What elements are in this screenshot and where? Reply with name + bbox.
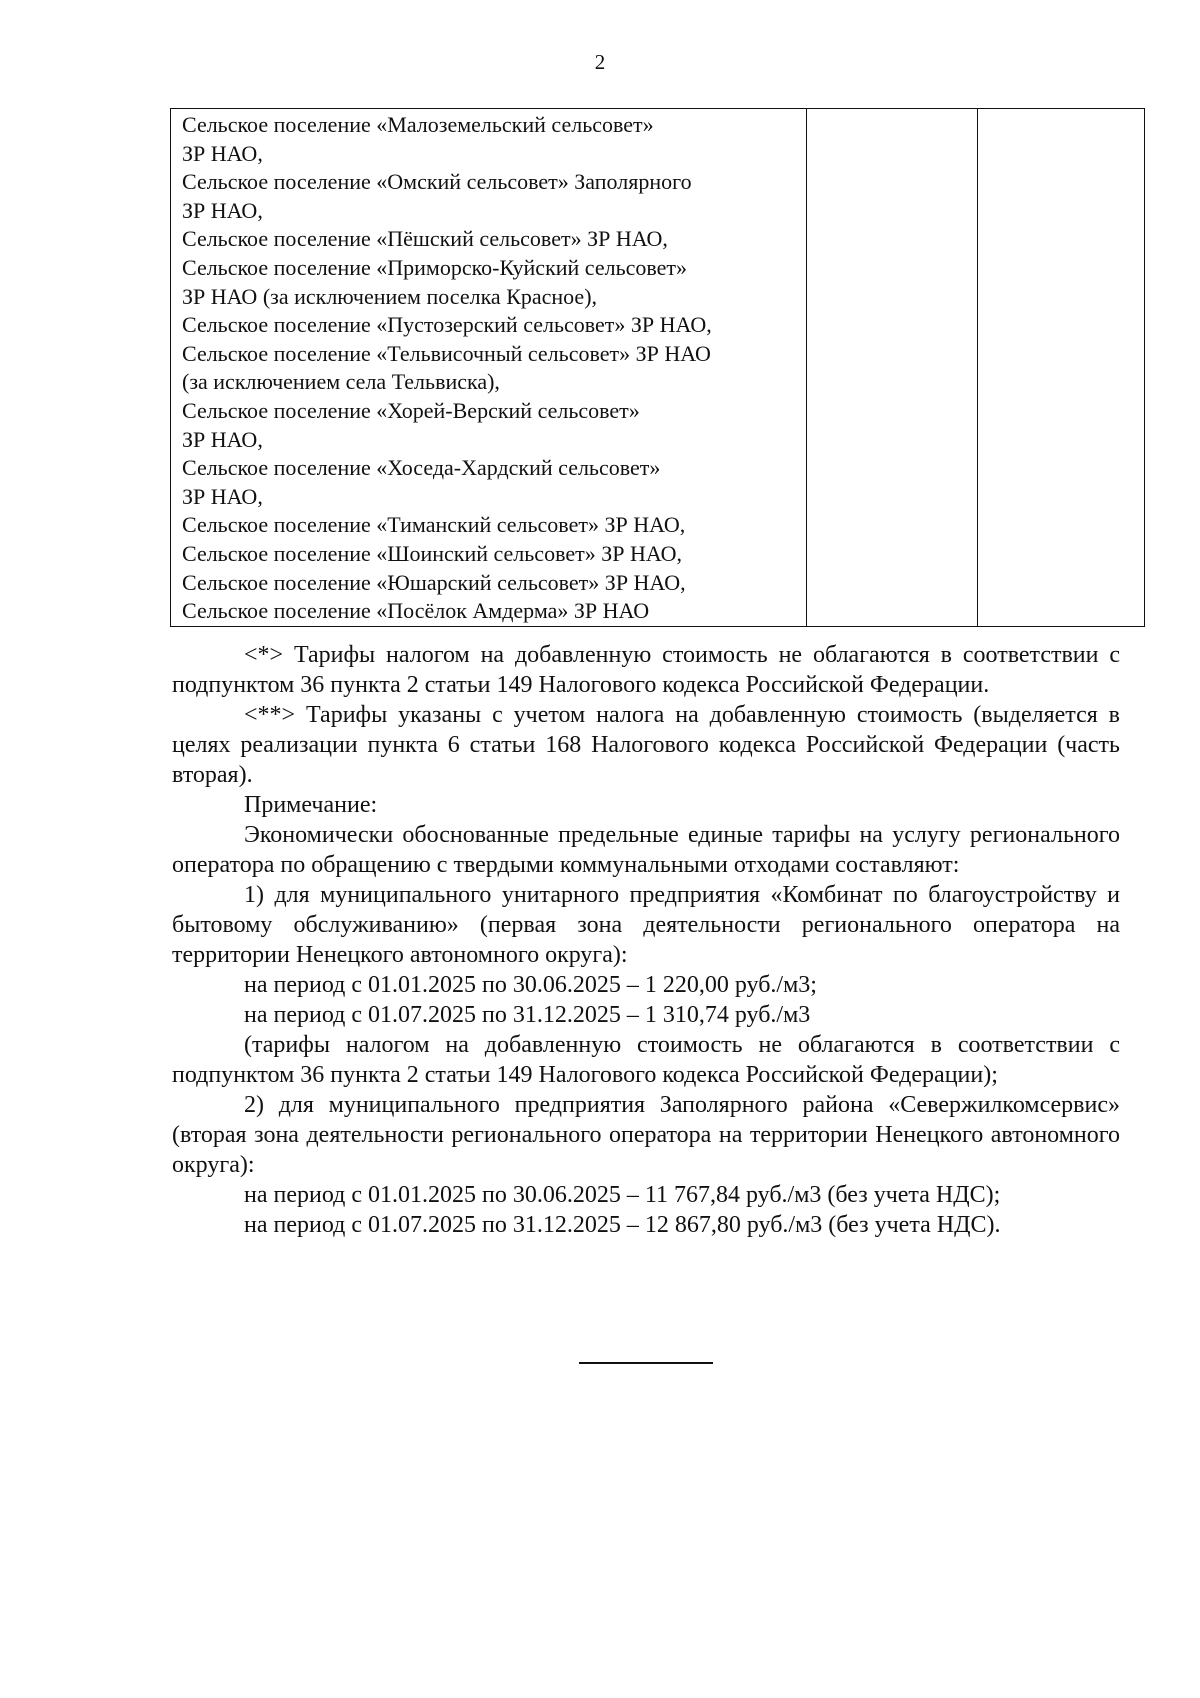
item-2-period-2: на период с 01.07.2025 по 31.12.2025 – 12 867,80 руб./м3 (без учета НДС). [244, 1212, 1001, 1238]
territory-line: Сельское поселение «Пёшский сельсовет» ЗР НАО, [182, 226, 668, 252]
tariff-cell-second-half [978, 109, 1145, 627]
table-row [171, 109, 1145, 627]
territory-line: Сельское поселение «Приморско-Куйский сельсовет» [182, 254, 688, 280]
territory-line: ЗР НАО, [182, 426, 263, 452]
footnote-vat-included: <**> Тарифы указаны с учетом налога на добавленную стоимость (выделяется в целях реализации пункта 6 статьи 168 Налогового кодекса Российской Федерации (часть вторая). [172, 702, 1120, 788]
territory-line: Сельское поселение «Шоинский сельсовет» ЗР НАО, [182, 540, 683, 566]
territory-line: (за исключением села Тельвиска), [182, 369, 500, 395]
tariff-cell-first-half [807, 109, 978, 627]
item-1-period-2: на период с 01.07.2025 по 31.12.2025 – 1 310,74 руб./м3 [244, 1002, 811, 1028]
note-item-1: 1) для муниципального унитарного предприятия «Комбинат по благоустройству и бытовому обслуживанию» (первая зона деятельности регионального оператора на территории Ненецкого автономного округа): [172, 882, 1120, 968]
territory-line: Сельское поселение «Пустозерский сельсовет» ЗР НАО, [182, 312, 712, 338]
tariff-table [170, 108, 1145, 627]
territory-line: Сельское поселение «Посёлок Амдерма» ЗР НАО [182, 598, 650, 624]
note-heading: Примечание: [244, 792, 378, 818]
item-2-period-1: на период с 01.01.2025 по 30.06.2025 – 11 767,84 руб./м3 (без учета НДС); [244, 1182, 1001, 1208]
item-1-remark: (тарифы налогом на добавленную стоимость не облагаются в соответствии с подпунктом 36 пункта 2 статьи 149 Налогового кодекса Российской Федерации); [172, 1032, 1120, 1088]
note-intro: Экономически обоснованные предельные единые тарифы на услугу регионального оператора по обращению с твердыми коммунальными отходами составляют: [172, 822, 1120, 878]
territory-line: ЗР НАО (за исключением поселка Красное), [182, 283, 598, 309]
territory-cell [171, 109, 807, 627]
territory-line: Сельское поселение «Тельвисочный сельсовет» ЗР НАО [182, 340, 711, 366]
item-1-period-1: на период с 01.01.2025 по 30.06.2025 – 1 220,00 руб./м3; [244, 972, 817, 998]
territory-line: ЗР НАО, [182, 483, 263, 509]
territory-line: Сельское поселение «Хорей-Верский сельсовет» [182, 397, 640, 423]
end-separator-line [579, 1362, 713, 1364]
territory-line: Сельское поселение «Юшарский сельсовет» ЗР НАО, [182, 569, 686, 595]
territory-line: Сельское поселение «Малоземельский сельсовет» [182, 112, 654, 137]
page-number: 2 [594, 50, 606, 74]
territory-line: Сельское поселение «Омский сельсовет» Заполярного [182, 169, 692, 195]
footnote-vat-exempt: <*> Тарифы налогом на добавленную стоимость не облагаются в соответствии с подпунктом 36 пункта 2 статьи 149 Налогового кодекса Российской Федерации. [172, 642, 1120, 698]
territory-line: ЗР НАО, [182, 140, 263, 166]
territory-line: ЗР НАО, [182, 197, 263, 223]
territory-line: Сельское поселение «Хоседа-Хардский сельсовет» [182, 455, 661, 481]
territory-line: Сельское поселение «Тиманский сельсовет» ЗР НАО, [182, 512, 686, 538]
document-body [172, 640, 1120, 1240]
note-item-2: 2) для муниципального предприятия Заполярного района «Севержилкомсервис» (вторая зона деятельности регионального оператора на территории Ненецкого автономного округа): [172, 1092, 1120, 1178]
